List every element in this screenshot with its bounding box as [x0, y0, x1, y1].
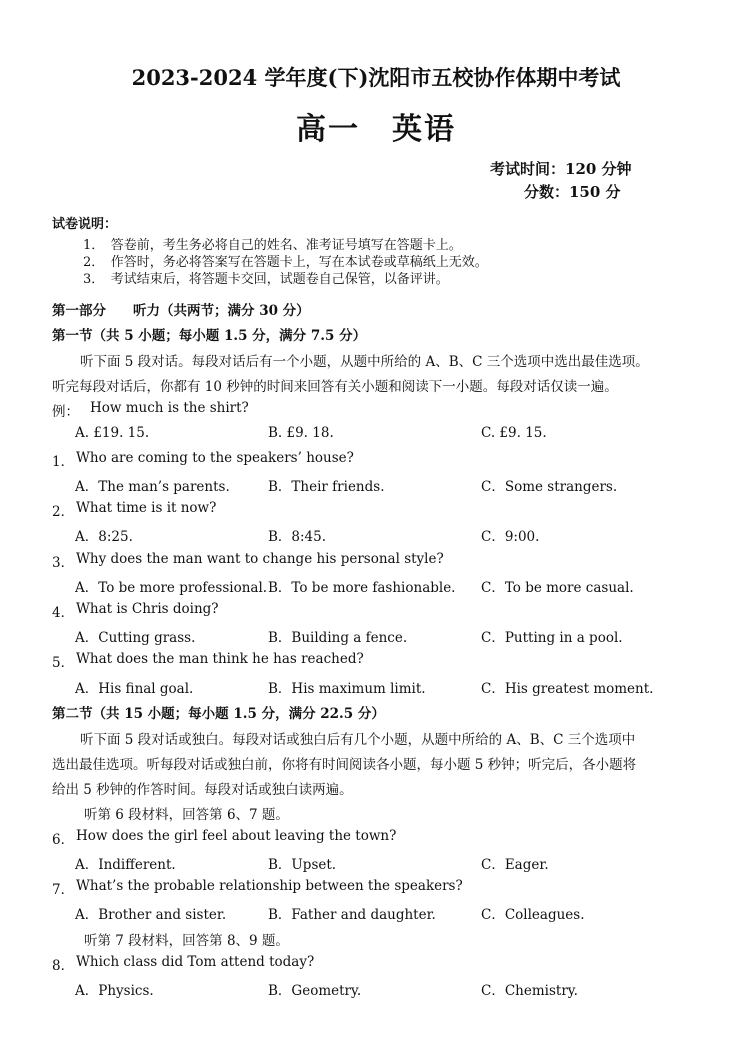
option-a: A．Indifferent.	[75, 857, 176, 873]
option-a: A．His final goal.	[75, 681, 194, 697]
section2-heading: 第二节（共 15 小题；每小题 1.5 分，满分 22.5 分）	[52, 706, 385, 722]
example-option-c: C. £9. 15.	[481, 425, 547, 441]
question-number: 2．	[52, 504, 75, 520]
question-text: How does the girl feel about leaving the town?	[76, 828, 397, 844]
option-a: A．8:25.	[75, 529, 133, 545]
option-c: C．Putting in a pool.	[481, 630, 623, 646]
option-a: A．Physics.	[75, 983, 154, 999]
option-a: A．Brother and sister.	[75, 907, 227, 923]
option-c: C．9:00.	[481, 529, 540, 545]
option-c: C．His greatest moment.	[481, 681, 654, 697]
question-number: 5．	[52, 655, 75, 671]
subject-title: 高一 英语	[296, 112, 456, 147]
question-text: What time is it now?	[76, 500, 217, 516]
question-number: 8．	[52, 958, 75, 974]
instruction-item: 2． 作答时，务必将答案写在答题卡上，写在本试卷或草稿纸上无效。	[83, 255, 488, 270]
exam-title: 2023-2024 学年度(下)沈阳市五校协作体期中考试	[131, 65, 621, 90]
example-question: How much is the shirt?	[90, 400, 249, 416]
option-b: B．8:45.	[268, 529, 327, 545]
question-number: 4．	[52, 605, 75, 621]
instruction-item: 3． 考试结束后，将答题卡交回，试题卷自己保管，以备评讲。	[83, 272, 449, 287]
example-option-b: B. £9. 18.	[268, 425, 334, 441]
exam-score: 分数：150 分	[524, 183, 621, 201]
section1-instructions-line: 听完每段对话后，你都有 10 秒钟的时间来回答有关小题和阅读下一小题。每段对话仅读一遍。	[52, 379, 618, 395]
instruction-item: 1． 答卷前，考生务必将自己的姓名、准考证号填写在答题卡上。	[83, 238, 462, 253]
option-a: A．Cutting grass.	[75, 630, 196, 646]
section2-instructions-line: 给出 5 秒钟的作答时间。每段对话或独白读两遍。	[52, 782, 353, 798]
option-b: B．Upset.	[268, 857, 337, 873]
question-text: Who are coming to the speakers’ house?	[76, 450, 354, 466]
section2-instructions-line: 选出最佳选项。听每段对话或独白前，你将有时间阅读各小题，每小题 5 秒钟；听完后，各小题将	[52, 757, 637, 773]
option-c: C．Chemistry.	[481, 983, 578, 999]
instructions-label: 试卷说明：	[52, 217, 118, 232]
section1-instructions-line: 听下面 5 段对话。每段对话后有一个小题，从题中所给的 A、B、C 三个选项中选出最佳选项。	[80, 354, 649, 370]
option-a: A．The man’s parents.	[75, 479, 230, 495]
option-b: B．Their friends.	[268, 479, 385, 495]
question-text: What does the man think he has reached?	[76, 651, 364, 667]
part1-heading: 第一部分 听力（共两节；满分 30 分）	[52, 303, 310, 319]
option-b: B．Building a fence.	[268, 630, 408, 646]
option-c: C．To be more casual.	[481, 580, 634, 596]
exam-time: 考试时间：120 分钟	[490, 160, 632, 178]
option-c: C．Colleagues.	[481, 907, 585, 923]
option-c: C．Some strangers.	[481, 479, 618, 495]
question-text: What is Chris doing?	[76, 601, 219, 617]
example-option-a: A. £19. 15.	[75, 425, 150, 441]
example-label: 例：	[52, 404, 79, 420]
option-a: A．To be more professional.	[75, 580, 268, 596]
material-7-note: 听第 7 段材料，回答第 8、9 题。	[84, 933, 289, 949]
option-b: B．To be more fashionable.	[268, 580, 456, 596]
question-number: 7．	[52, 882, 75, 898]
question-text: Which class did Tom attend today?	[76, 954, 315, 970]
question-number: 1．	[52, 454, 75, 470]
question-text: Why does the man want to change his personal style?	[76, 551, 444, 567]
option-c: C．Eager.	[481, 857, 549, 873]
question-number: 6．	[52, 832, 75, 848]
question-text: What’s the probable relationship between the speakers?	[76, 878, 463, 894]
option-b: B．Father and daughter.	[268, 907, 436, 923]
section1-heading: 第一节（共 5 小题；每小题 1.5 分，满分 7.5 分）	[52, 328, 367, 344]
option-b: B．Geometry.	[268, 983, 362, 999]
material-6-note: 听第 6 段材料，回答第 6、7 题。	[84, 807, 289, 823]
question-number: 3．	[52, 555, 75, 571]
option-b: B．His maximum limit.	[268, 681, 426, 697]
section2-instructions-line: 听下面 5 段对话或独白。每段对话或独白后有几个小题，从题中所给的 A、B、C 三个选项中	[80, 732, 636, 748]
